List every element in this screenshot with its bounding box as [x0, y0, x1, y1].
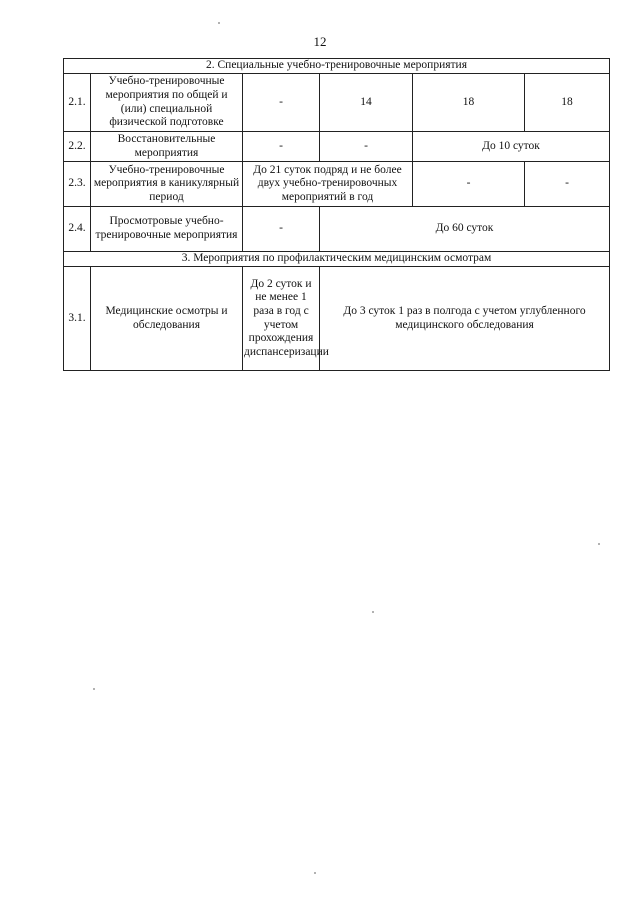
table-row	[64, 132, 610, 162]
table-row	[64, 162, 610, 207]
value-cell: -	[243, 132, 320, 162]
event-name: Восстановительные мероприятия	[91, 132, 243, 162]
event-name: Учебно-тренировочные мероприятия в каникулярный период	[91, 162, 243, 207]
scan-speck	[314, 872, 316, 874]
scan-speck	[372, 611, 374, 613]
scan-speck	[218, 22, 220, 24]
merged-value-cell: До 10 суток	[413, 132, 610, 162]
event-name: Просмотровые учебно-тренировочные мероприятия	[91, 207, 243, 252]
section-2-title: 2. Специальные учебно-тренировочные мероприятия	[64, 59, 610, 74]
row-number: 2.1.	[64, 74, 91, 132]
value-cell: 18	[413, 74, 525, 132]
section-2-header-row	[64, 59, 610, 74]
value-cell: До 2 суток и не менее 1 раза в год с учетом прохождения диспансеризации	[243, 267, 320, 371]
table-row	[64, 267, 610, 371]
value-cell: 18	[525, 74, 610, 132]
merged-value-cell: До 60 суток	[320, 207, 610, 252]
row-number: 2.4.	[64, 207, 91, 252]
section-3-header-row	[64, 252, 610, 267]
scan-speck	[598, 543, 600, 545]
merged-value-cell: До 21 суток подряд и не более двух учебно-тренировочных мероприятий в год	[243, 162, 413, 207]
table-row	[64, 74, 610, 132]
table-row	[64, 207, 610, 252]
row-number: 2.3.	[64, 162, 91, 207]
event-name: Медицинские осмотры и обследования	[91, 267, 243, 371]
training-events-table	[63, 58, 610, 371]
event-name: Учебно-тренировочные мероприятия по общей и (или) специальной физической подготовке	[91, 74, 243, 132]
page-number: 12	[313, 34, 327, 49]
value-cell: -	[525, 162, 610, 207]
row-number: 2.2.	[64, 132, 91, 162]
value-cell: 14	[320, 74, 413, 132]
merged-value-cell: До 3 суток 1 раз в полгода с учетом углубленного медицинского обследования	[320, 267, 610, 371]
scan-speck	[93, 688, 95, 690]
row-number: 3.1.	[64, 267, 91, 371]
value-cell: -	[243, 207, 320, 252]
section-3-title: 3. Мероприятия по профилактическим медицинским осмотрам	[64, 252, 610, 267]
value-cell: -	[320, 132, 413, 162]
value-cell: -	[413, 162, 525, 207]
value-cell: -	[243, 74, 320, 132]
